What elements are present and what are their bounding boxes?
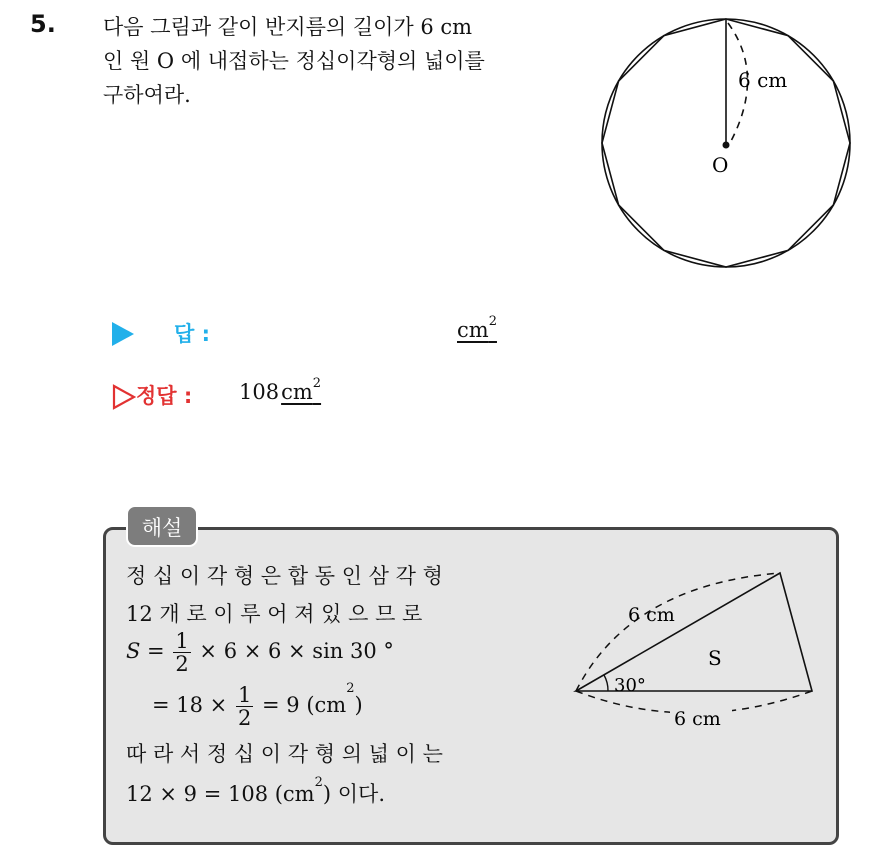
correct-answer-row (112, 376, 532, 414)
fraction: $\frac{1}{2}$ (175, 629, 189, 676)
question-line: 인 원 O 에 내접하는 정십이각형의 넓이를 (103, 49, 485, 73)
solution-line: 12 개 로 이 루 어 져 있 으 므 로 (126, 602, 423, 626)
solution-equation-2: = 18 × $\frac{1}{2}$ = 9 $(cm^2)$ (152, 681, 363, 730)
outline-arrow-icon (112, 384, 136, 410)
question-number: 5. (30, 10, 56, 38)
bottom-side-label: 6 cm (674, 708, 721, 730)
play-arrow-icon (112, 322, 134, 346)
correct-answer-value (239, 376, 322, 404)
fraction: $\frac{1}{2}$ (237, 683, 252, 730)
top-side-label: 6 cm (628, 604, 675, 626)
solution-line: 따 라 서 정 십 이 각 형 의 넓 이 는 (126, 742, 443, 766)
solution-line: 정 십 이 각 형 은 합 동 인 삼 각 형 (126, 564, 443, 588)
correct-answer-label: 정답 : (136, 384, 193, 408)
answer-unit-exp: 2 (488, 314, 497, 329)
question-text (103, 10, 583, 112)
inscribed-dodecagon-figure (598, 15, 858, 275)
answer-row (112, 314, 532, 352)
radius-label: 6 cm (738, 68, 788, 92)
question-line: 구하여라. (103, 83, 191, 107)
question-line: 다음 그림과 같이 반지름의 길이가 6 cm (103, 15, 473, 39)
center-label: O (712, 153, 729, 177)
answer-input[interactable] (457, 314, 497, 342)
solution-result: 12 × 9 = 108 $(cm^2)$ 이다. (126, 775, 386, 806)
area-label: S (708, 646, 722, 670)
correct-answer-number: 108 (239, 380, 280, 404)
center-point (723, 142, 730, 149)
explanation-tab: 해설 (126, 505, 198, 547)
solution-equation-1: S = $\frac{1}{2}$ × 6 × 6 × sin 30 ° (126, 629, 394, 676)
answer-unit: cm (457, 318, 489, 342)
triangle-figure (570, 565, 830, 745)
correct-answer-unit: $cm^2$ (281, 376, 322, 404)
answer-label: 답 : (174, 322, 210, 346)
angle-arc (604, 675, 608, 691)
angle-label: 30° (614, 675, 646, 696)
